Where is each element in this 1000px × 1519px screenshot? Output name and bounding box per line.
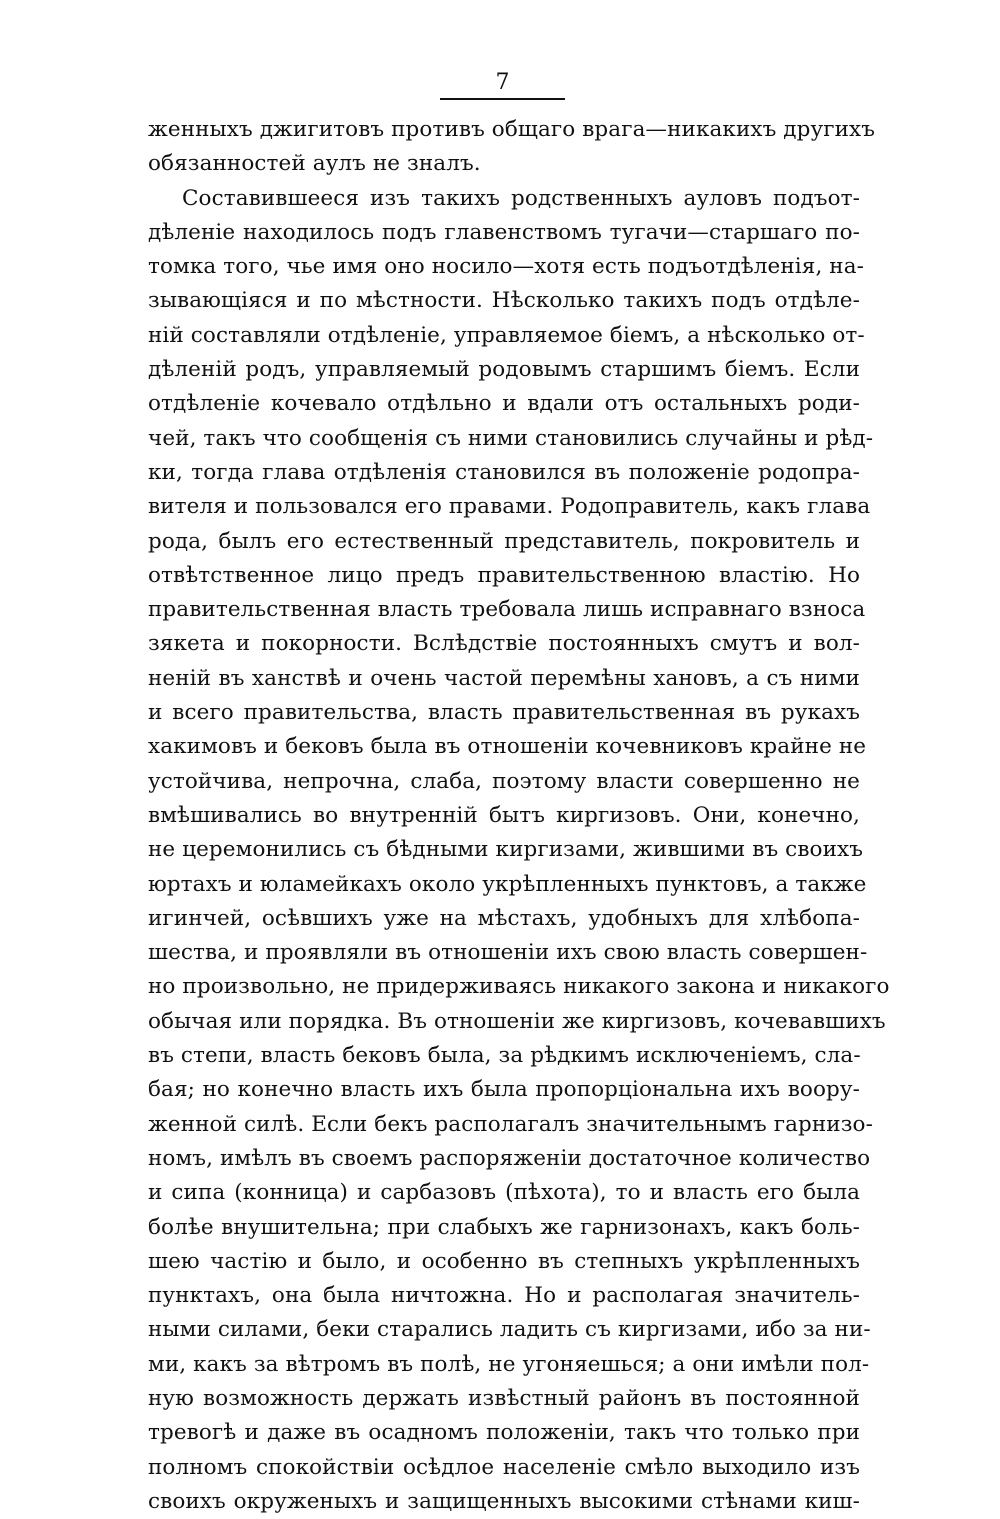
text-line: но произвольно, не придерживаясь никакого закона и никакого bbox=[148, 974, 890, 1000]
text-line: зывающіяся и по мѣстности. Нѣсколько такихъ подъ отдѣле- bbox=[148, 288, 860, 314]
text-line: неній въ ханствѣ и очень частой перемѣны хановъ, а съ ними bbox=[148, 665, 860, 691]
text-line: тревогѣ и даже въ осадномъ положеніи, такъ что только при bbox=[148, 1420, 860, 1446]
text-line: своихъ окруженыхъ и защищенныхъ высокими стѣнами киш- bbox=[148, 1488, 860, 1514]
text-line: отдѣленіе кочевало отдѣльно и вдали отъ остальныхъ роди- bbox=[148, 391, 860, 417]
text-line: шества, и проявляли въ отношеніи ихъ свою власть совершен- bbox=[148, 940, 868, 966]
text-line: и сипа (конница) и сарбазовъ (пѣхота), то и власть его была bbox=[148, 1180, 860, 1206]
text-line: зякета и покорности. Вслѣдствіе постоянныхъ смутъ и вол- bbox=[148, 631, 860, 657]
text-line: номъ, имѣлъ въ своемъ распоряженіи достаточное количество bbox=[148, 1145, 871, 1171]
text-line: шею частію и было, и особенно въ степныхъ укрѣпленныхъ bbox=[148, 1248, 860, 1274]
text-line: обычая или порядка. Въ отношеніи же киргизовъ, кочевавшихъ bbox=[148, 1008, 886, 1034]
text-line: женной силѣ. Если бекъ располагалъ значительнымъ гарнизо- bbox=[148, 1111, 873, 1137]
paragraph-1 bbox=[148, 113, 876, 182]
text-line: обязанностей аулъ не зналъ. bbox=[148, 151, 481, 177]
text-line: ми, какъ за вѣтромъ въ полѣ, не угоняешься; а они имѣли пол- bbox=[148, 1351, 870, 1377]
text-line: не церемонились съ бѣдными киргизами, жившими въ своихъ bbox=[148, 837, 863, 863]
text-line: юртахъ и юламейкахъ около укрѣпленныхъ пунктовъ, а также bbox=[148, 871, 867, 897]
text-line: правительственная власть требовала лишь исправнаго взноса bbox=[148, 597, 866, 623]
text-line: Составившееся изъ такихъ родственныхъ ауловъ подъот- bbox=[182, 185, 860, 211]
text-line: ній составляли отдѣленіе, управляемое біемъ, а нѣсколько от- bbox=[148, 322, 865, 348]
text-line: томка того, чье имя оно носило—хотя есть подъотдѣленія, на- bbox=[148, 254, 865, 280]
text-line: ными силами, беки старались ладить съ киргизами, ибо за ни- bbox=[148, 1317, 871, 1343]
text-line: рода, былъ его естественный представитель, покровитель и bbox=[148, 528, 860, 554]
text-line: бая; но конечно власть ихъ была пропорціональна ихъ воору- bbox=[148, 1077, 860, 1103]
text-line: полномъ спокойствіи осѣдлое населеніе смѣло выходило изъ bbox=[148, 1454, 860, 1480]
body-text bbox=[148, 113, 890, 1519]
text-line: вмѣшивались во внутренній бытъ киргизовъ. Они, конечно, bbox=[148, 802, 860, 828]
text-line: отвѣтственное лицо предъ правительственною властію. Но bbox=[148, 562, 860, 588]
text-line: дѣленіе находилось подъ главенствомъ тугачи—старшаго по- bbox=[148, 219, 860, 245]
text-line: дѣленій родъ, управляемый родовымъ старшимъ біемъ. Если bbox=[148, 357, 860, 383]
text-line: игинчей, осѣвшихъ уже на мѣстахъ, удобныхъ для хлѣбопа- bbox=[148, 905, 860, 931]
text-line: болѣе внушительна; при слабыхъ же гарнизонахъ, какъ боль- bbox=[148, 1214, 860, 1240]
page-number: 7 bbox=[495, 70, 510, 95]
text-line: и всего правительства, власть правительственная въ рукахъ bbox=[148, 700, 860, 726]
text-line: женныхъ джигитовъ противъ общаго врага—никакихъ другихъ bbox=[148, 117, 876, 142]
text-line: чей, такъ что сообщенія съ ними становились случайны и рѣд- bbox=[148, 425, 874, 451]
text-line: вителя и пользовался его правами. Родоправитель, какъ глава bbox=[148, 494, 871, 520]
text-line: ки, тогда глава отдѣленія становился въ положеніе родопра- bbox=[148, 459, 860, 485]
paragraph-2 bbox=[148, 182, 890, 1519]
text-line: хакимовъ и бековъ была въ отношеніи кочевниковъ крайне не bbox=[148, 734, 867, 760]
text-line: устойчива, непрочна, слаба, поэтому власти совершенно не bbox=[148, 768, 860, 794]
text-line: ную возможность держать извѣстный районъ въ постоянной bbox=[148, 1385, 860, 1411]
text-line: въ степи, власть бековъ была, за рѣдкимъ исключеніемъ, сла- bbox=[148, 1043, 861, 1069]
text-line: пунктахъ, она была ничтожна. Но и располагая значитель- bbox=[148, 1283, 860, 1309]
header-rule bbox=[440, 98, 565, 100]
